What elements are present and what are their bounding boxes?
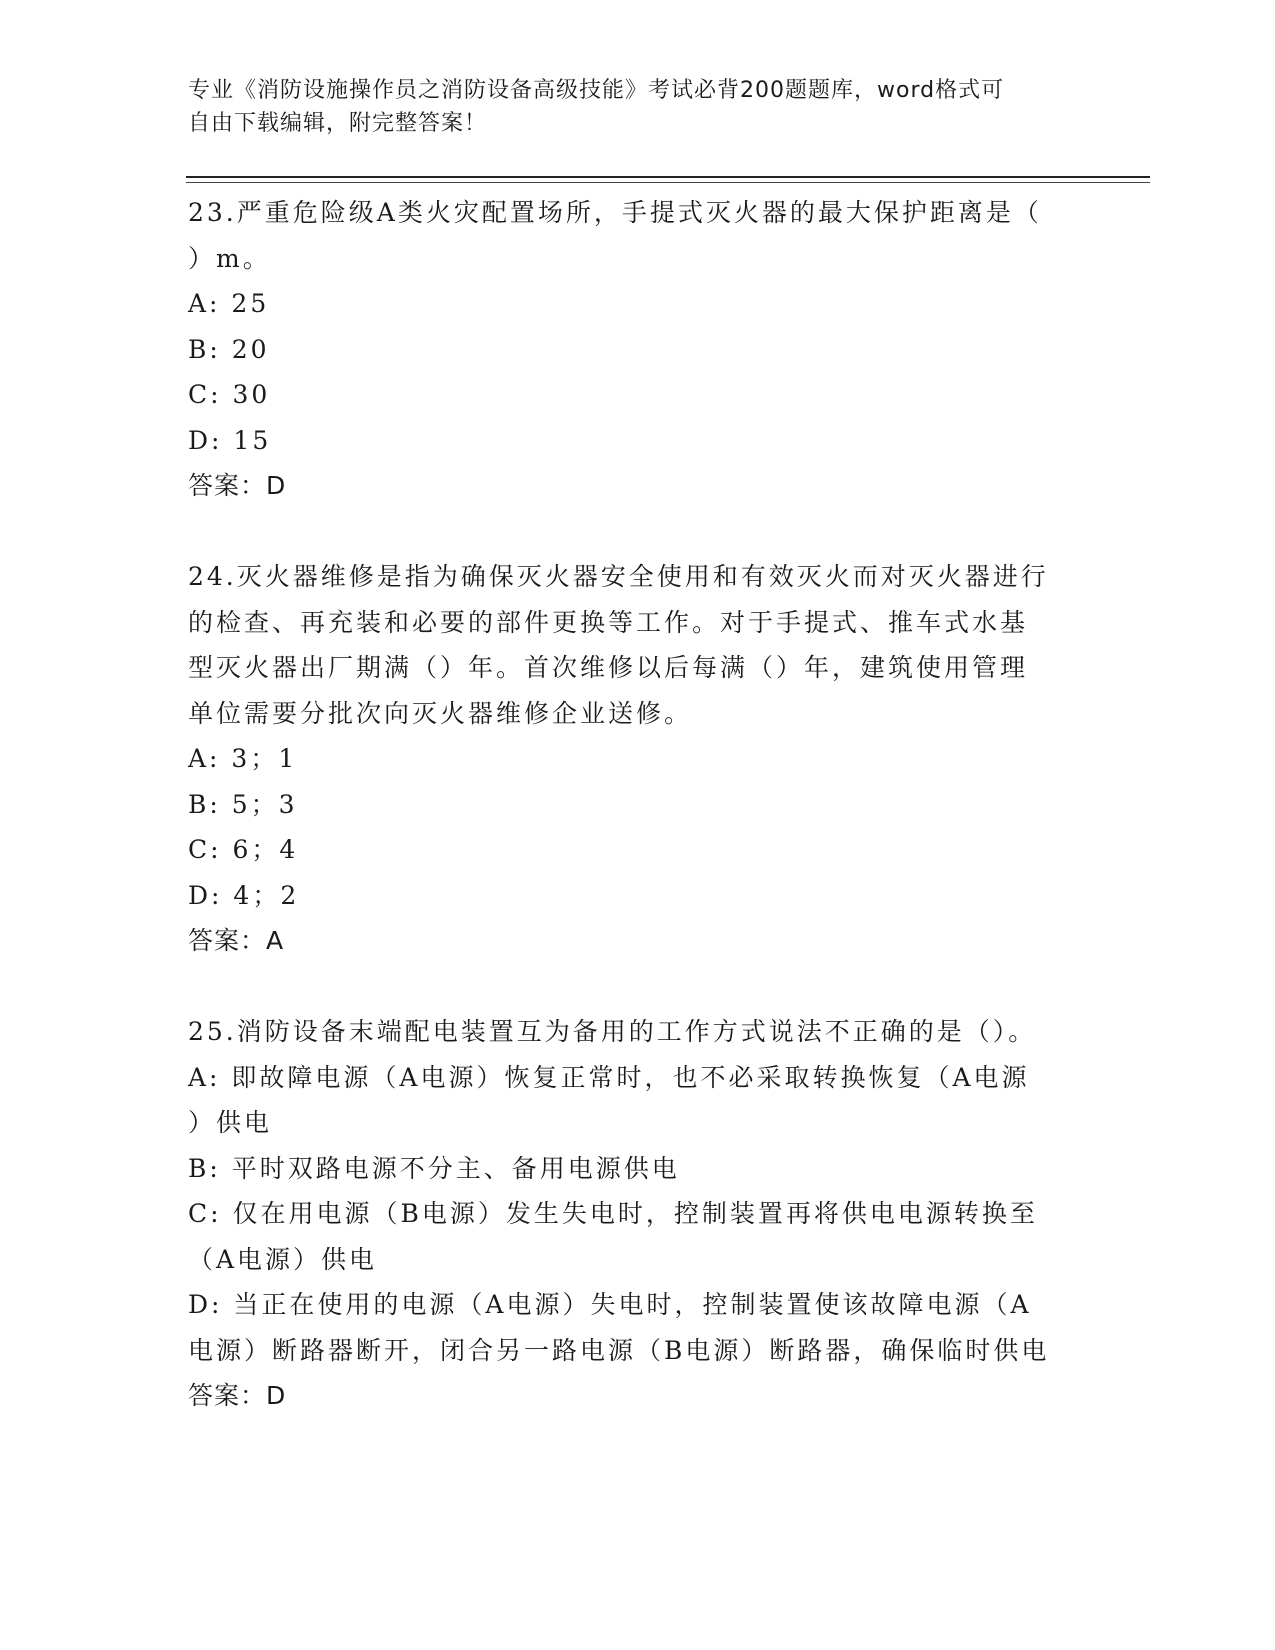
header-title-line-2: 自由下载编辑，附完整答案！	[188, 111, 488, 136]
header-divider-thick	[186, 176, 1150, 178]
question-23	[188, 190, 1088, 509]
option-b: B: 20	[188, 334, 270, 364]
option-a: A: 即故障电源（A电源）恢复正常时，也不必采取转换恢复（A电源 ）供电	[188, 1062, 1030, 1137]
option-b: B: 5；3	[188, 789, 298, 819]
question-text: 25.消防设备末端配电装置互为备用的工作方式说法不正确的是（）。	[188, 1017, 1037, 1046]
answer-label: 答案：A	[188, 926, 285, 955]
answer-label: 答案：D	[188, 471, 287, 500]
option-d: D: 15	[188, 425, 272, 455]
option-c: C: 30	[188, 380, 271, 409]
question-spacer	[188, 964, 1088, 1010]
option-c: C: 仅在用电源（B电源）发生失电时，控制装置再将供电电源转换至 （A电源）供电	[188, 1199, 1038, 1274]
header-divider-thin	[186, 182, 1150, 183]
question-text: 23.严重危险级A类火灾配置场所，手提式灭火器的最大保护距离是（ ）m。	[188, 198, 1042, 273]
option-a: A: 25	[188, 289, 270, 318]
option-c: C: 6；4	[188, 835, 299, 864]
question-25	[188, 1009, 1088, 1419]
option-b: B: 平时双路电源不分主、备用电源供电	[188, 1153, 680, 1183]
question-list	[188, 190, 1088, 1419]
document-header	[188, 74, 1088, 140]
answer-label: 答案：D	[188, 1381, 287, 1410]
option-d: D: 4；2	[188, 880, 300, 910]
question-text: 24.灭火器维修是指为确保灭火器安全使用和有效灭火而对灭火器进行 的检查、再充装和必要的部件更换等工作。对于手提式、推车式水基 型灭火器出厂期满（）年。首次维修以后每满（）年，建筑使用管理 单位需要分批次向灭火器维修企业送修。	[188, 562, 1049, 728]
option-a: A: 3；1	[188, 744, 298, 773]
question-24	[188, 554, 1088, 964]
header-title-line-1: 专业《消防设施操作员之消防设备高级技能》考试必背200题题库，word格式可	[188, 78, 1005, 103]
option-d: D: 当正在使用的电源（A电源）失电时，控制装置使该故障电源（A 电源）断路器断开，闭合另一路电源（B电源）断路器，确保临时供电	[188, 1290, 1050, 1365]
question-spacer	[188, 509, 1088, 555]
